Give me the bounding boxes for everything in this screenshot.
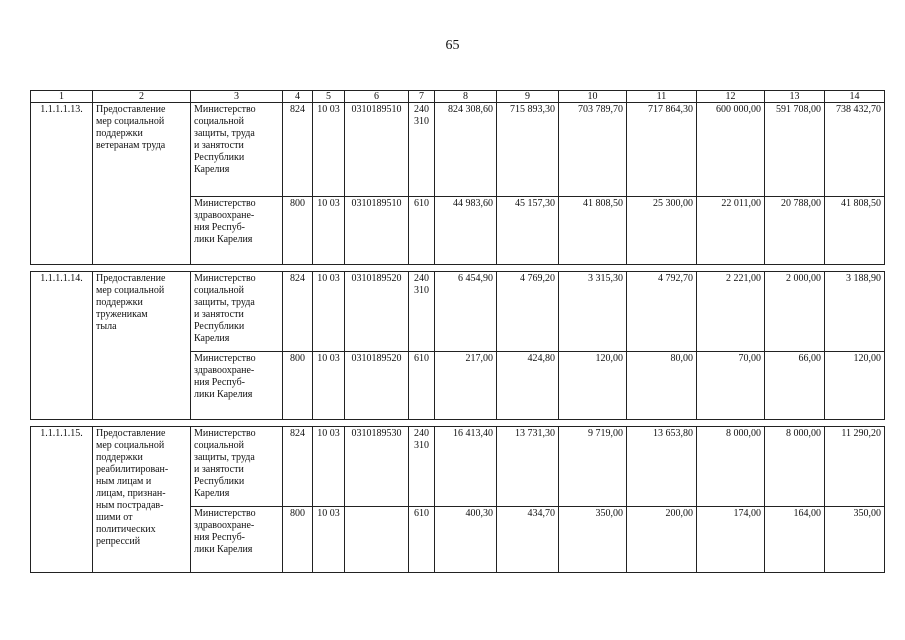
expense-type: 610 (409, 197, 435, 265)
target-article (345, 507, 409, 573)
item-code: 1.1.1.1.13. (31, 103, 93, 265)
ministry-code: 824 (283, 272, 313, 352)
separator-cell (825, 265, 885, 272)
ministry-name: Министерство социальной защиты, труда и занятости Республики Карелия (191, 272, 283, 352)
amount-c12: 174,00 (697, 507, 765, 573)
target-article: 0310189520 (345, 272, 409, 352)
amount-c8: 6 454,90 (435, 272, 497, 352)
section-code: 10 03 (313, 197, 345, 265)
column-number-9: 9 (497, 91, 559, 103)
target-article: 0310189530 (345, 427, 409, 507)
column-number-5: 5 (313, 91, 345, 103)
table-row (31, 103, 885, 197)
group-separator (31, 265, 885, 272)
section-code: 10 03 (313, 352, 345, 420)
amount-c10: 3 315,30 (559, 272, 627, 352)
amount-c14: 11 290,20 (825, 427, 885, 507)
amount-c10: 120,00 (559, 352, 627, 420)
amount-c13: 66,00 (765, 352, 825, 420)
amount-c14: 350,00 (825, 507, 885, 573)
column-number-11: 11 (627, 91, 697, 103)
column-number-13: 13 (765, 91, 825, 103)
column-number-6: 6 (345, 91, 409, 103)
separator-cell (435, 265, 497, 272)
separator-cell (497, 265, 559, 272)
amount-c12: 22 011,00 (697, 197, 765, 265)
separator-cell (627, 420, 697, 427)
amount-c13: 8 000,00 (765, 427, 825, 507)
separator-cell (559, 420, 627, 427)
separator-cell (825, 420, 885, 427)
separator-cell (31, 265, 93, 272)
amount-c11: 80,00 (627, 352, 697, 420)
separator-cell (191, 265, 283, 272)
separator-cell (627, 265, 697, 272)
amount-c8: 400,30 (435, 507, 497, 573)
table-row (31, 272, 885, 352)
amount-c8: 217,00 (435, 352, 497, 420)
separator-cell (765, 265, 825, 272)
separator-cell (697, 420, 765, 427)
separator-cell (345, 265, 409, 272)
column-number-7: 7 (409, 91, 435, 103)
amount-c9: 13 731,30 (497, 427, 559, 507)
column-number-row (31, 91, 885, 103)
ministry-code: 824 (283, 427, 313, 507)
amount-c11: 13 653,80 (627, 427, 697, 507)
amount-c9: 715 893,30 (497, 103, 559, 197)
column-number-14: 14 (825, 91, 885, 103)
page-number: 65 (445, 38, 460, 53)
ministry-code: 800 (283, 197, 313, 265)
amount-c10: 9 719,00 (559, 427, 627, 507)
amount-c12: 600 000,00 (697, 103, 765, 197)
amount-c14: 41 808,50 (825, 197, 885, 265)
ministry-code: 824 (283, 103, 313, 197)
separator-cell (497, 420, 559, 427)
amount-c10: 703 789,70 (559, 103, 627, 197)
separator-cell (31, 420, 93, 427)
separator-cell (435, 420, 497, 427)
amount-c11: 200,00 (627, 507, 697, 573)
section-code: 10 03 (313, 272, 345, 352)
section-code: 10 03 (313, 103, 345, 197)
separator-cell (93, 265, 191, 272)
table-row (31, 427, 885, 507)
item-name: Предоставление мер социальной поддержки ветеранам труда (93, 103, 191, 265)
amount-c12: 2 221,00 (697, 272, 765, 352)
separator-cell (765, 420, 825, 427)
separator-cell (191, 420, 283, 427)
expense-type: 240 310 (409, 103, 435, 197)
expense-type: 610 (409, 352, 435, 420)
ministry-code: 800 (283, 352, 313, 420)
amount-c9: 4 769,20 (497, 272, 559, 352)
separator-cell (409, 420, 435, 427)
amount-c11: 717 864,30 (627, 103, 697, 197)
amount-c11: 4 792,70 (627, 272, 697, 352)
separator-cell (313, 420, 345, 427)
expense-type: 240 310 (409, 427, 435, 507)
amount-c13: 591 708,00 (765, 103, 825, 197)
column-number-4: 4 (283, 91, 313, 103)
column-number-8: 8 (435, 91, 497, 103)
column-number-2: 2 (93, 91, 191, 103)
ministry-name: Министерство здравоохране- ния Респуб- лики Карелия (191, 352, 283, 420)
amount-c10: 41 808,50 (559, 197, 627, 265)
item-name: Предоставление мер социальной поддержки труженикам тыла (93, 272, 191, 420)
amount-c14: 3 188,90 (825, 272, 885, 352)
ministry-name: Министерство здравоохране- ния Респуб- лики Карелия (191, 507, 283, 573)
separator-cell (313, 265, 345, 272)
ministry-name: Министерство социальной защиты, труда и занятости Республики Карелия (191, 103, 283, 197)
group-separator (31, 420, 885, 427)
item-code: 1.1.1.1.15. (31, 427, 93, 573)
amount-c9: 45 157,30 (497, 197, 559, 265)
amount-c12: 8 000,00 (697, 427, 765, 507)
expense-type: 610 (409, 507, 435, 573)
column-number-10: 10 (559, 91, 627, 103)
budget-table (30, 90, 885, 573)
expense-type: 240 310 (409, 272, 435, 352)
separator-cell (283, 265, 313, 272)
ministry-name: Министерство здравоохране- ния Респуб- лики Карелия (191, 197, 283, 265)
amount-c8: 16 413,40 (435, 427, 497, 507)
amount-c14: 738 432,70 (825, 103, 885, 197)
separator-cell (93, 420, 191, 427)
item-code: 1.1.1.1.14. (31, 272, 93, 420)
target-article: 0310189510 (345, 197, 409, 265)
target-article: 0310189520 (345, 352, 409, 420)
column-number-12: 12 (697, 91, 765, 103)
separator-cell (345, 420, 409, 427)
amount-c11: 25 300,00 (627, 197, 697, 265)
separator-cell (409, 265, 435, 272)
amount-c14: 120,00 (825, 352, 885, 420)
amount-c13: 2 000,00 (765, 272, 825, 352)
item-name: Предоставление мер социальной поддержки реабилитирован- ным лицам и лицам, признан- ным пострадав- шими от политических репрессий (93, 427, 191, 573)
amount-c9: 424,80 (497, 352, 559, 420)
separator-cell (697, 265, 765, 272)
amount-c13: 164,00 (765, 507, 825, 573)
amount-c10: 350,00 (559, 507, 627, 573)
separator-cell (559, 265, 627, 272)
amount-c9: 434,70 (497, 507, 559, 573)
ministry-name: Министерство социальной защиты, труда и занятости Республики Карелия (191, 427, 283, 507)
amount-c12: 70,00 (697, 352, 765, 420)
separator-cell (283, 420, 313, 427)
amount-c8: 44 983,60 (435, 197, 497, 265)
amount-c13: 20 788,00 (765, 197, 825, 265)
section-code: 10 03 (313, 507, 345, 573)
amount-c8: 824 308,60 (435, 103, 497, 197)
column-number-3: 3 (191, 91, 283, 103)
ministry-code: 800 (283, 507, 313, 573)
column-number-1: 1 (31, 91, 93, 103)
section-code: 10 03 (313, 427, 345, 507)
target-article: 0310189510 (345, 103, 409, 197)
